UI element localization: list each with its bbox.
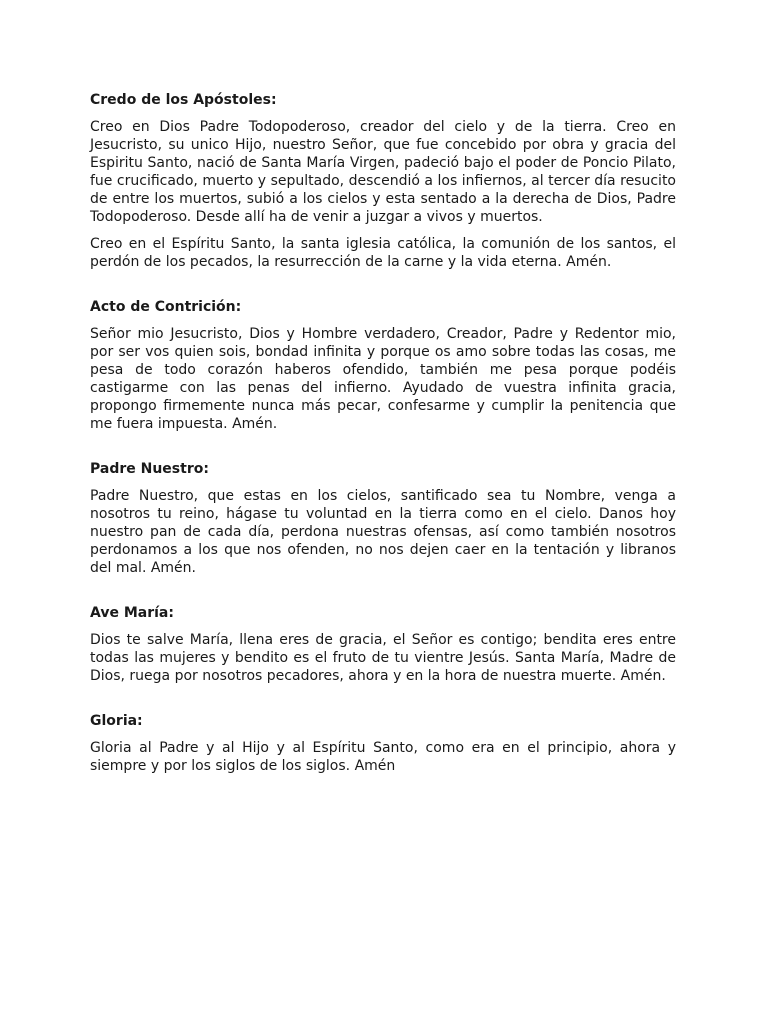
- section-credo: [90, 91, 676, 271]
- section-title: Gloria:: [90, 713, 143, 729]
- paragraph: Creo en el Espíritu Santo, la santa iglesia católica, la comunión de los santos, el perdón de los pecados, la resurrección de la carne y la vida eterna. Amén.: [90, 236, 676, 270]
- section-padre-nuestro: [90, 460, 676, 577]
- section-title: Acto de Contrición:: [90, 299, 242, 315]
- document-page: [90, 91, 676, 784]
- section-acto-de-contricion: [90, 298, 676, 433]
- paragraph: Padre Nuestro, que estas en los cielos, santificado sea tu Nombre, venga a nosotros tu reino, hágase tu voluntad en la tierra como en el cielo. Danos hoy nuestro pan de cada día, perdona nuestras ofensas, así como también nosotros perdonamos a los que nos ofenden, no nos dejen caer en la tentación y libranos del mal. Amén.: [90, 488, 676, 576]
- paragraph: Gloria al Padre y al Hijo y al Espíritu Santo, como era en el principio, ahora y siempre y por los siglos de los siglos. Amén: [90, 740, 676, 774]
- section-title: Padre Nuestro:: [90, 461, 209, 477]
- paragraph: Dios te salve María, llena eres de gracia, el Señor es contigo; bendita eres entre todas las mujeres y bendito es el fruto de tu vientre Jesús. Santa María, Madre de Dios, ruega por nosotros pecadores, ahora y en la hora de nuestra muerte. Amén.: [90, 632, 676, 684]
- section-gloria: [90, 712, 676, 775]
- paragraph: Creo en Dios Padre Todopoderoso, creador del cielo y de la tierra. Creo en Jesucristo, su unico Hijo, nuestro Señor, que fue concebido por obra y gracia del Espiritu Santo, nació de Santa María Virgen, padeció bajo el poder de Poncio Pilato, fue crucificado, muerto y sepultado, descendió a los infiernos, al tercer día resucito de entre los muertos, subió a los cielos y esta sentado a la derecha de Dios, Padre Todopoderoso. Desde allí ha de venir a juzgar a vivos y muertos.: [90, 119, 676, 225]
- section-title: Ave María:: [90, 605, 174, 621]
- paragraph: Señor mio Jesucristo, Dios y Hombre verdadero, Creador, Padre y Redentor mio, por ser vos quien sois, bondad infinita y porque os amo sobre todas las cosas, me pesa de todo corazón haberos ofendido, también me pesa porque podéis castigarme con las penas del infierno. Ayudado de vuestra infinita gracia, propongo firmemente nunca más pecar, confesarme y cumplir la penitencia que me fuera impuesta. Amén.: [90, 326, 676, 432]
- section-ave-maria: [90, 604, 676, 685]
- section-title: Credo de los Apóstoles:: [90, 92, 277, 108]
